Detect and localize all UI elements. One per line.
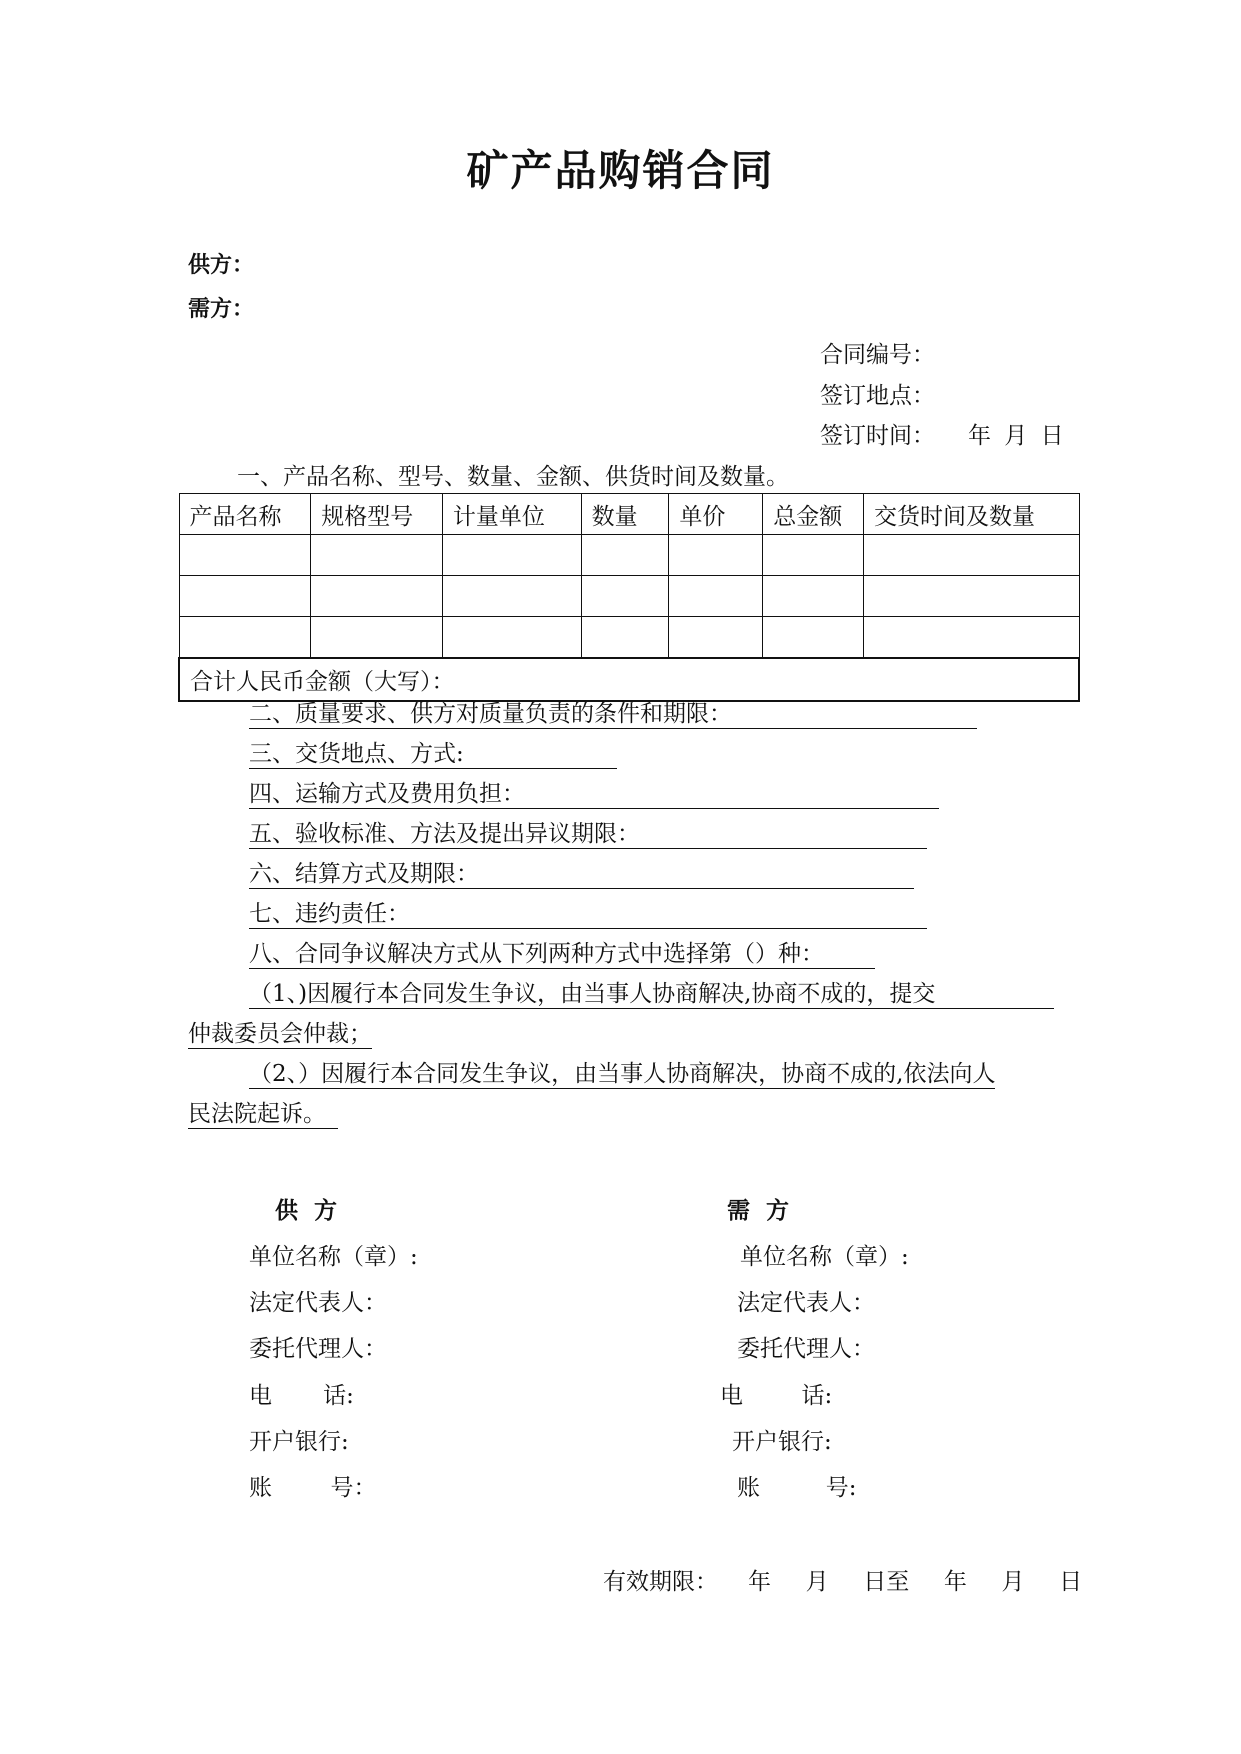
dispute-option-2-line1: （2、）因履行本合同发生争议，由当事人协商解决，协商不成的,依法向人 (249, 1061, 996, 1087)
supplier-account: 账 号： (249, 1475, 377, 1501)
supplier-label: 供方： (188, 252, 255, 278)
table-cell[interactable] (669, 617, 763, 659)
table-cell[interactable] (311, 617, 443, 659)
table-cell[interactable] (669, 576, 763, 617)
clause-settlement: 六、结算方式及期限： (249, 860, 914, 889)
table-total-row (179, 658, 1079, 701)
table-cell[interactable] (442, 535, 581, 576)
table-cell[interactable] (581, 617, 669, 659)
clause-dispute: 八、合同争议解决方式从下列两种方式中选择第（）种： (249, 940, 875, 969)
table-cell[interactable] (179, 617, 311, 659)
validity-range: 年 月 日至 年 月 日 (748, 1569, 1083, 1595)
buyer-bank: 开户银行: (732, 1429, 832, 1455)
table-row (179, 617, 1079, 659)
clause-liability: 七、违约责任： (249, 900, 927, 929)
clause-quality: 二、质量要求、供方对质量负责的条件和期限： (249, 700, 977, 729)
dispute-option-1-line1: （1、)因履行本合同发生争议，由当事人协商解决,协商不成的，提交 (249, 980, 1054, 1009)
product-table (178, 493, 1080, 702)
section-1-heading: 一、产品名称、型号、数量、金额、供货时间及数量。 (237, 464, 789, 490)
table-cell[interactable] (311, 576, 443, 617)
supplier-unit-name: 单位名称（章）: (249, 1244, 418, 1270)
supplier-legal-rep: 法定代表人： (249, 1290, 387, 1316)
table-cell[interactable] (581, 535, 669, 576)
sign-time-label: 签订时间： (820, 423, 935, 449)
table-cell[interactable] (763, 576, 864, 617)
contract-number-label: 合同编号： (820, 342, 935, 368)
buyer-account: 账 号: (737, 1475, 857, 1501)
table-cell[interactable] (864, 617, 1079, 659)
table-cell[interactable] (442, 576, 581, 617)
table-row (179, 576, 1079, 617)
table-cell[interactable] (864, 535, 1079, 576)
supplier-signature-heading: 供 方 (275, 1197, 338, 1224)
buyer-phone: 电 话: (720, 1383, 833, 1409)
dispute-option-2-line2: 民法院起诉。 (188, 1100, 338, 1129)
supplier-agent: 委托代理人： (249, 1336, 387, 1362)
table-header-cell: 产品名称 (179, 494, 311, 535)
table-cell[interactable] (311, 535, 443, 576)
table-cell[interactable] (442, 617, 581, 659)
table-cell[interactable] (763, 617, 864, 659)
table-header-cell: 单价 (669, 494, 763, 535)
supplier-phone: 电 话: (249, 1383, 354, 1409)
table-cell[interactable] (763, 535, 864, 576)
total-amount-label[interactable]: 合计人民币金额（大写）： (179, 658, 1079, 701)
buyer-legal-rep: 法定代表人： (737, 1290, 875, 1316)
table-cell[interactable] (179, 576, 311, 617)
buyer-label: 需方： (188, 296, 255, 322)
table-cell[interactable] (179, 535, 311, 576)
table-header-cell: 计量单位 (442, 494, 581, 535)
supplier-bank: 开户银行: (249, 1429, 349, 1455)
sign-date-blank: 年 月 日 (968, 423, 1064, 449)
buyer-unit-name: 单位名称（章）: (740, 1244, 909, 1270)
table-row (179, 535, 1079, 576)
table-header-cell: 总金额 (763, 494, 864, 535)
dispute-option-1-line2: 仲裁委员会仲裁； (188, 1021, 372, 1047)
table-cell[interactable] (581, 576, 669, 617)
buyer-signature-heading: 需 方 (727, 1197, 790, 1224)
table-cell[interactable] (864, 576, 1079, 617)
table-header-cell: 数量 (581, 494, 669, 535)
table-header-cell: 规格型号 (311, 494, 443, 535)
clause-acceptance: 五、验收标准、方法及提出异议期限： (249, 820, 927, 849)
table-cell[interactable] (669, 535, 763, 576)
table-header-cell: 交货时间及数量 (864, 494, 1079, 535)
clause-delivery: 三、交货地点、方式: (249, 740, 617, 769)
page-title: 矿产品购销合同 (466, 146, 775, 195)
validity-label: 有效期限： (603, 1569, 718, 1595)
clause-transport: 四、运输方式及费用负担： (249, 780, 939, 809)
table-header-row (179, 494, 1079, 535)
buyer-agent: 委托代理人： (737, 1336, 875, 1362)
sign-place-label: 签订地点： (820, 383, 935, 409)
